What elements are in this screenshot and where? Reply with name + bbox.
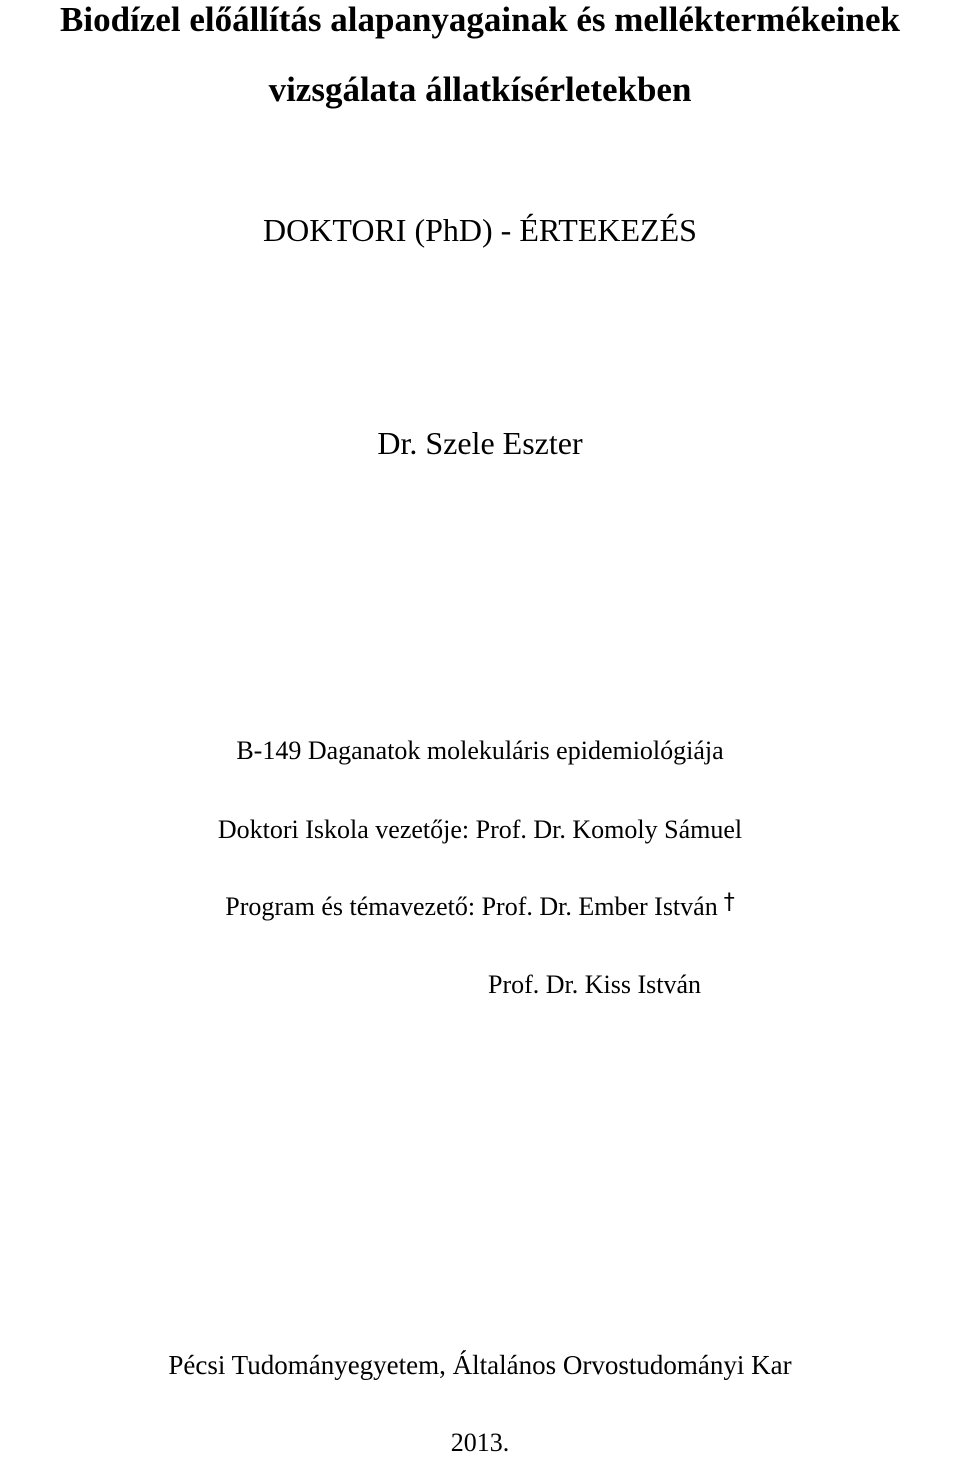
school-head: Doktori Iskola vezetője: Prof. Dr. Komoly Sámuel [217,815,743,844]
dagger-icon: † [723,890,735,915]
institution-name: Pécsi Tudományegyetem, Általános Orvostudományi Kar [168,1350,792,1380]
thesis-title-line-1: Biodízel előállítás alapanyagainak és melléktermékeinek [60,0,900,39]
publication-year: 2013. [450,1428,510,1457]
thesis-title-line-2: vizsgálata állatkísérletekben [268,70,692,109]
supervisor-line [0,890,960,921]
supervisor-label: Program és témavezető: Prof. Dr. Ember István [225,892,718,921]
doctoral-program: B-149 Daganatok molekuláris epidemiológiája [236,736,724,765]
degree-type: DOKTORI (PhD) - ÉRTEKEZÉS [263,212,697,248]
author-name: Dr. Szele Eszter [377,425,583,461]
second-supervisor: Prof. Dr. Kiss István [488,970,702,999]
